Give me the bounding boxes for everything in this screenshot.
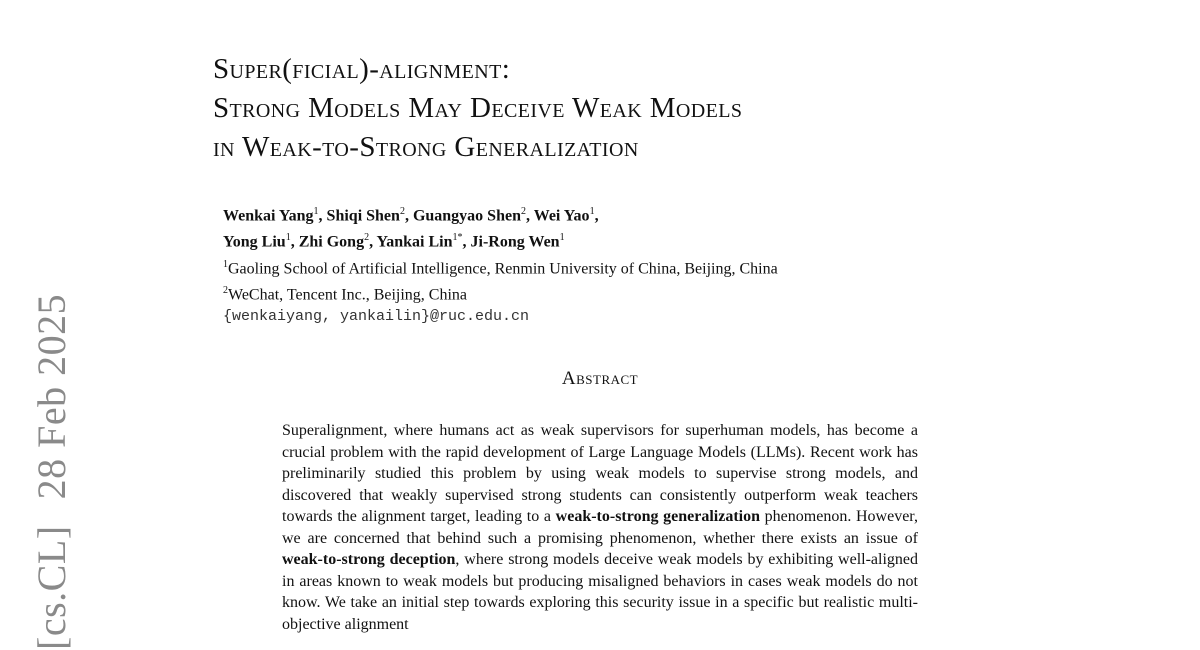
author-separator: , [525,207,534,225]
author-separator: , [594,207,599,225]
author-line-1 [223,201,1123,227]
abstract-text: Superalignment, where humans act as weak supervisors for superhuman models, has become a crucial problem with the rapid development of Large Language Models (LLMs). Recent work has preliminarily studied this problem by using weak models to supervise strong models, and discovered that weakly supervised strong students can consistently outperform weak teachers towards the alignment target, leading to a [282,422,918,525]
abstract-text: phenomenon. However, we are concerned that behind such a promising phenomenon, whether there exists an issue of [282,508,918,547]
contact-email[interactable]: {wenkaiyang, yankailin}@ruc.edu.cn [223,308,530,326]
author-affiliation-marker: 1 [559,232,565,244]
author-name: Zhi Gong [298,233,365,251]
author-separator: , [369,233,377,251]
abstract-key-term: weak-to-strong generalization [555,508,760,525]
author-separator: , [290,233,299,251]
title-line-3: in Weak-to-Strong Generalization [213,131,639,163]
author-name: Guangyao Shen [412,207,521,225]
author-name: Wenkai Yang [223,207,314,225]
author-affiliation-marker: 2 [399,206,405,217]
affiliation-1-text: Gaoling School of Artificial Intelligence, Renmin University of China, Beijing, China [228,259,778,277]
title-line-1: Super(ficial)-alignment: [213,53,511,85]
affiliation-2-marker: 2 [223,284,228,296]
title-line-2: Strong Models May Deceive Weak Models [213,92,743,124]
author-affiliation-marker: 2 [520,206,526,217]
author-name: Yankai Lin [376,233,453,251]
author-separator: , [318,207,327,225]
arxiv-date: 28 Feb 2025 [29,293,74,500]
author-block [223,201,1123,328]
author-name: Wei Yao [533,207,590,225]
author-affiliation-marker: 1* [452,232,463,244]
abstract-body [282,420,918,635]
affiliation-2-text: WeChat, Tencent Inc., Beijing, China [228,286,468,304]
paper-title [213,50,1113,167]
affiliation-2 [223,280,1123,306]
author-affiliation-marker: 1 [589,206,595,217]
author-name: Shiqi Shen [326,207,400,225]
author-affiliation-marker: 1 [313,206,319,217]
abstract-key-term: weak-to-strong deception [282,551,456,568]
arxiv-side-stamp [28,294,75,650]
abstract-heading: Abstract [561,368,639,389]
affiliation-1-marker: 1 [223,258,228,270]
abstract-text: , where strong models deceive weak models by exhibiting well-aligned in areas known to weak models but producing misaligned behaviors in cases weak models do not know. We take an initial step towards exploring this security issue in a specific but realistic multi-objective alignment [282,551,918,633]
affiliation-1 [223,254,1123,280]
author-name: Yong Liu [223,233,286,251]
author-name: Ji-Rong Wen [470,233,560,251]
author-line-2 [223,227,1123,253]
author-affiliation-marker: 2 [364,232,370,244]
arxiv-category: [cs.CL] [29,525,74,650]
author-separator: , [404,207,413,225]
author-affiliation-marker: 1 [285,232,291,244]
author-separator: , [462,233,471,251]
